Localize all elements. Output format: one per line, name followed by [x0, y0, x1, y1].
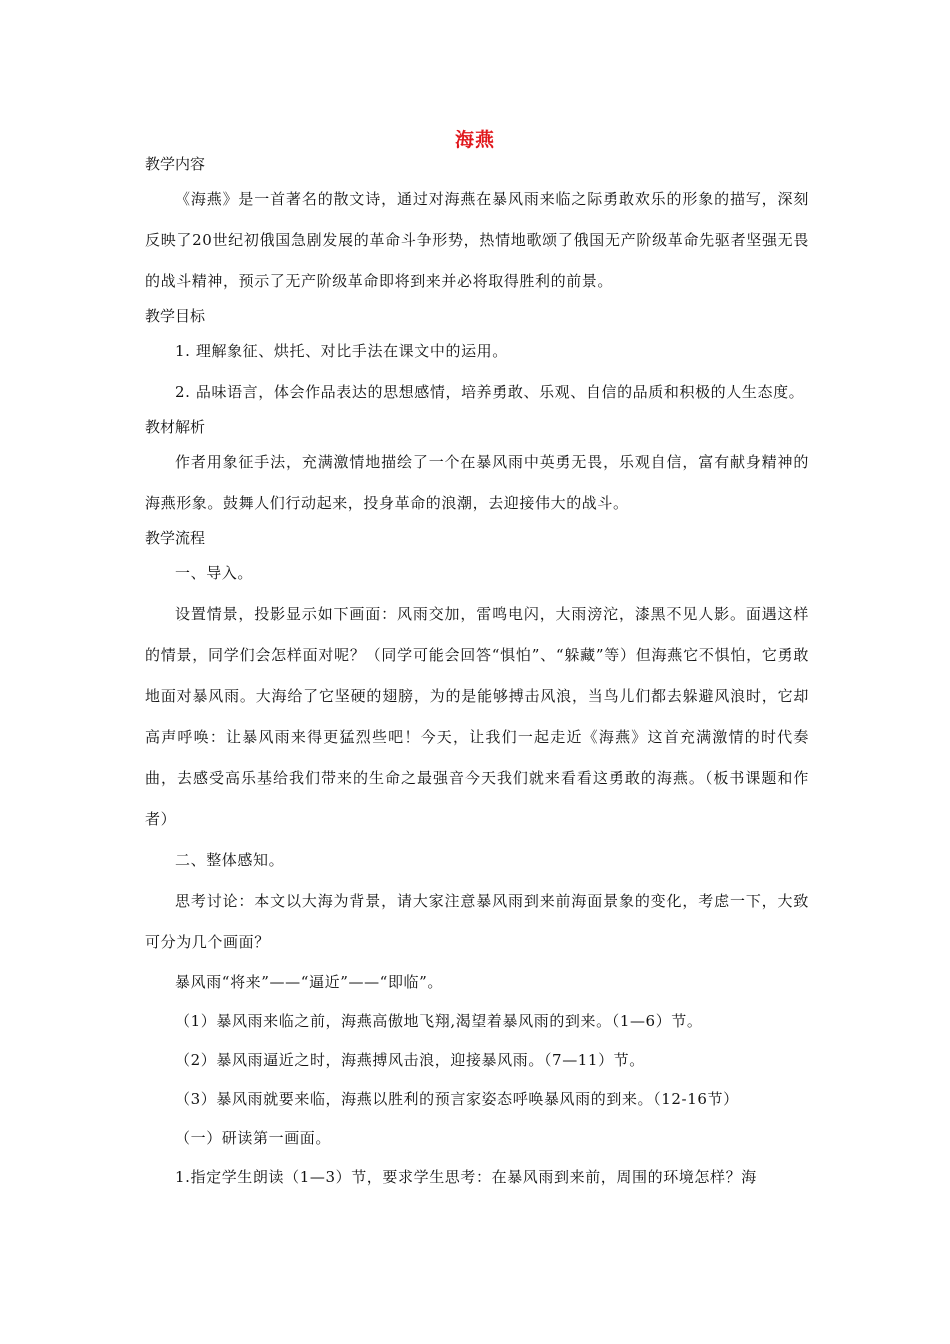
document-body [145, 150, 809, 1197]
document-title: 海燕 [454, 129, 495, 151]
paragraph: 一、导入。 [175, 564, 254, 582]
paragraph: 二、整体感知。 [175, 851, 285, 869]
section-goals [145, 302, 809, 413]
section-heading: 教学目标 [145, 307, 206, 325]
paragraph: 《海燕》是一首著名的散文诗，通过对海燕在暴风雨来临之际勇敢欢乐的形象的描写，深刻反映了20世纪初俄国急剧发展的革命斗争形势，热情地歌颂了俄国无产阶级革命先驱者坚强无畏的战斗精神，预示了无产阶级革命即将到来并必将取得胜利的前景。 [145, 190, 809, 290]
section-heading: 教学内容 [145, 155, 206, 173]
section-analysis [145, 413, 809, 524]
paragraph: （一）研读第一画面。 [175, 1129, 332, 1147]
paragraph: 暴风雨“将来”——“逼近”——“即临”。 [175, 973, 444, 991]
paragraph: （1）暴风雨来临之前，海燕高傲地飞翔,渴望着暴风雨的到来。（1—6）节。 [175, 1012, 703, 1030]
section-heading: 教材解析 [145, 418, 206, 436]
paragraph: 设置情景，投影显示如下画面：风雨交加，雷鸣电闪，大雨滂沱，漆黑不见人影。面遇这样的情景，同学们会怎样面对呢？（同学可能会回答“惧怕”、“躲藏”等）但海燕它不惧怕，它勇敢地面对暴风雨。大海给了它坚硬的翅膀，为的是能够搏击风浪，当鸟儿们都去躲避风浪时，它却高声呼唤：让暴风雨来得更猛烈些吧！今天，让我们一起走近《海燕》这首充满激情的时代奏曲，去感受高乐基给我们带来的生命之最强音今天我们就来看看这勇敢的海燕。（板书课题和作者） [145, 605, 809, 828]
section-heading: 教学流程 [145, 529, 206, 547]
paragraph: 1.指定学生朗读（1—3）节，要求学生思考：在暴风雨到来前，周围的环境怎样？海 [175, 1168, 757, 1186]
paragraph: 思考讨论：本文以大海为背景，请大家注意暴风雨到来前海面景象的变化，考虑一下，大致可分为几个画面？ [145, 892, 809, 951]
section-content [145, 150, 809, 302]
paragraph: 2. 品味语言，体会作品表达的思想感情，培养勇敢、乐观、自信的品质和积极的人生态度。 [175, 383, 805, 401]
paragraph: 作者用象征手法，充满激情地描绘了一个在暴风雨中英勇无畏，乐观自信，富有献身精神的海燕形象。鼓舞人们行动起来，投身革命的浪潮，去迎接伟大的战斗。 [145, 453, 809, 512]
paragraph: （2）暴风雨逼近之时，海燕搏风击浪，迎接暴风雨。（7—11）节。 [175, 1051, 645, 1069]
section-process [145, 524, 809, 1197]
paragraph: 1. 理解象征、烘托、对比手法在课文中的运用。 [175, 342, 508, 360]
paragraph: （3）暴风雨就要来临，海燕以胜利的预言家姿态呼唤暴风雨的到来。（12-16节） [175, 1090, 739, 1108]
